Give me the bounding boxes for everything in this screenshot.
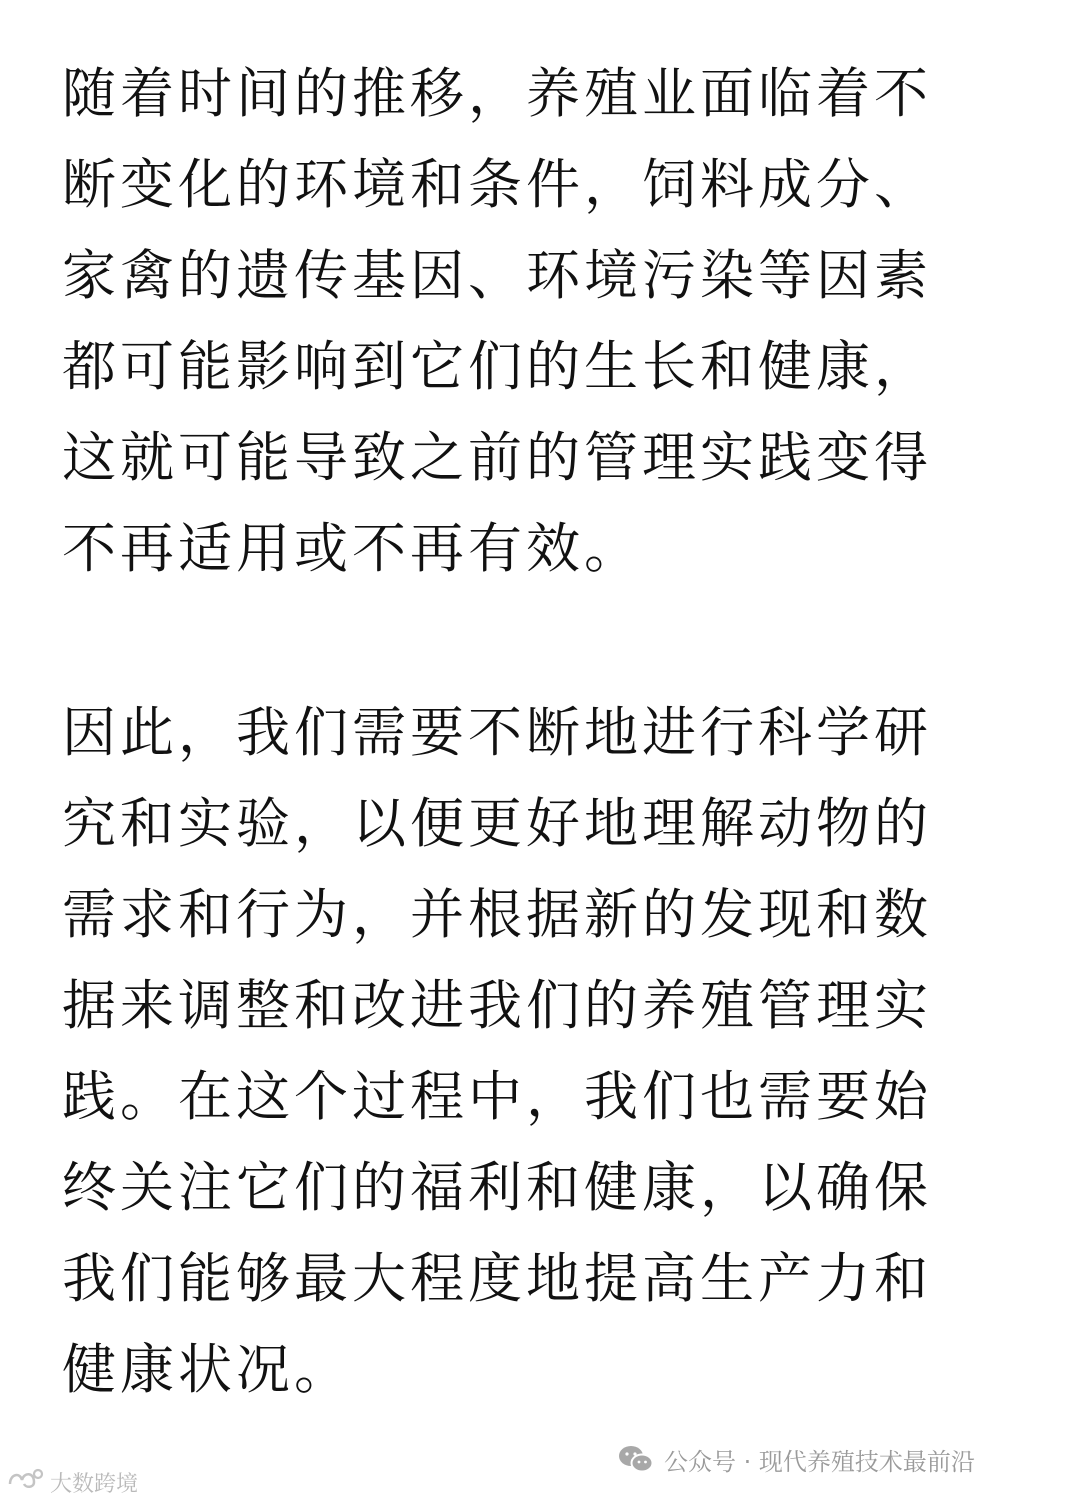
site-watermark — [6, 1464, 138, 1500]
site-watermark-text: 大数跨境 — [50, 1471, 139, 1497]
text-line: 不再适用或不再有效。 — [62, 517, 642, 580]
text-line: 据来调整和改进我们的养殖管理实 — [62, 974, 932, 1037]
text-line: 我们能够最大程度地提高生产力和 — [62, 1247, 932, 1310]
text-line: 究和实验，以便更好地理解动物的 — [62, 792, 932, 855]
text-line: 这就可能导致之前的管理实践变得 — [62, 426, 932, 489]
text-line: 践。在这个过程中，我们也需要始 — [62, 1065, 932, 1128]
paragraph-2 — [62, 687, 1022, 1415]
footer-watermarks — [0, 1424, 1079, 1504]
article-body — [62, 48, 1022, 1415]
text-line: 健康状况。 — [62, 1338, 352, 1401]
text-line: 随着时间的推移，养殖业面临着不 — [62, 62, 932, 125]
wechat-icon — [618, 1444, 654, 1474]
paragraph-spacer — [62, 594, 1022, 687]
text-line: 终关注它们的福利和健康，以确保 — [62, 1156, 932, 1219]
text-line: 都可能影响到它们的生长和健康， — [62, 335, 932, 398]
text-line: 断变化的环境和条件，饲料成分、 — [62, 153, 932, 216]
text-line: 家禽的遗传基因、环境污染等因素 — [62, 244, 932, 307]
site-logo-icon — [6, 1466, 44, 1498]
wechat-watermark-text: 公众号 · 现代养殖技术最前沿 — [664, 1447, 975, 1476]
wechat-watermark — [618, 1438, 975, 1480]
text-line: 因此，我们需要不断地进行科学研 — [62, 701, 932, 764]
paragraph-1 — [62, 48, 1022, 594]
text-line: 需求和行为，并根据新的发现和数 — [62, 883, 932, 946]
